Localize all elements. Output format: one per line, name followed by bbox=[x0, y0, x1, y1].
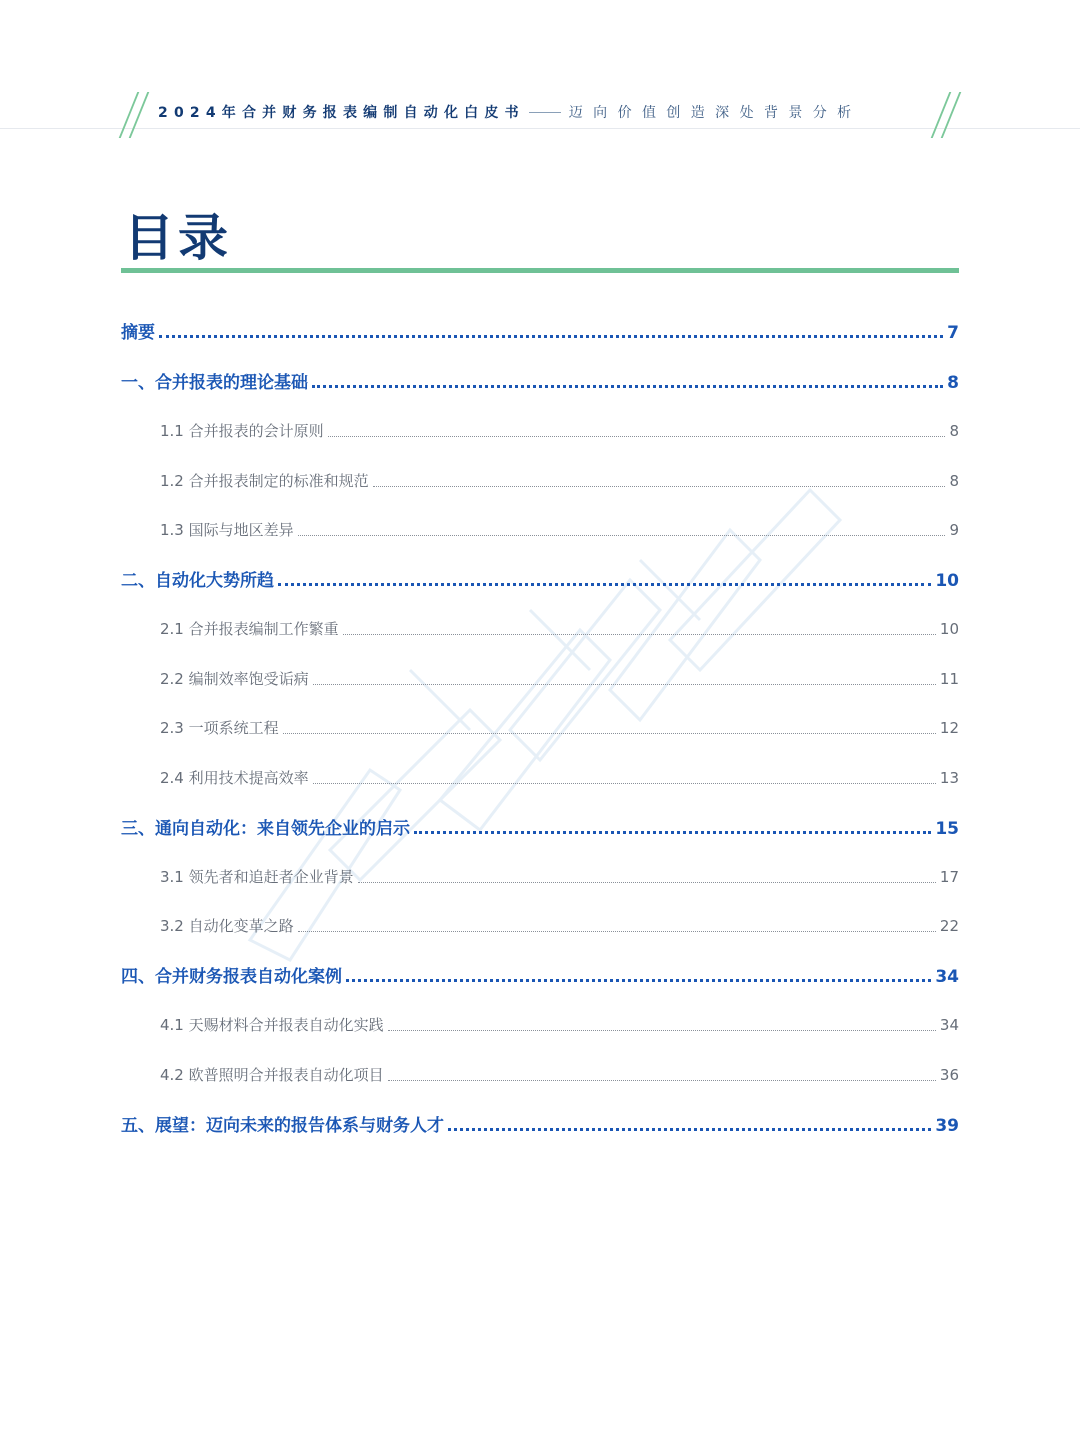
toc-entry-4-1[interactable] bbox=[160, 992, 959, 1036]
toc-leader bbox=[343, 633, 936, 635]
toc-label: 五、展望：迈向未来的报告体系与财务人才 bbox=[121, 1116, 444, 1136]
toc-label: 二、自动化大势所趋 bbox=[121, 571, 274, 591]
toc-page-number: 8 bbox=[949, 422, 959, 440]
toc-leader bbox=[278, 582, 931, 586]
toc-page-number: 8 bbox=[947, 373, 959, 393]
toc-entry-2-3[interactable] bbox=[160, 695, 959, 739]
decor-slash-left-2 bbox=[129, 92, 150, 138]
toc-entry-1-3[interactable] bbox=[160, 497, 959, 541]
toc-leader bbox=[358, 881, 936, 883]
toc-page-number: 10 bbox=[935, 571, 959, 591]
decor-slash-right-1 bbox=[931, 92, 952, 138]
toc-entry-chapter-2[interactable] bbox=[121, 548, 959, 592]
toc-page-number: 12 bbox=[939, 719, 959, 737]
toc-leader bbox=[312, 384, 943, 388]
toc-label: 3.1 领先者和追赶者企业背景 bbox=[160, 868, 354, 886]
toc-entry-chapter-1[interactable] bbox=[121, 350, 959, 394]
title-rule bbox=[121, 268, 959, 273]
toc-leader bbox=[414, 830, 931, 834]
toc-label: 1.3 国际与地区差异 bbox=[160, 521, 294, 539]
toc-label: 2.1 合并报表编制工作繁重 bbox=[160, 620, 339, 638]
toc-page-number: 13 bbox=[939, 769, 959, 787]
running-header bbox=[118, 92, 964, 136]
toc-label: 2.2 编制效率饱受诟病 bbox=[160, 670, 309, 688]
toc-label: 一、合并报表的理论基础 bbox=[121, 373, 308, 393]
toc-label: 摘要 bbox=[121, 323, 155, 343]
toc-leader bbox=[313, 683, 936, 685]
header-title-light: 迈向价值创造深处背景分析 bbox=[568, 105, 862, 121]
decor-slash-left-1 bbox=[119, 92, 140, 138]
toc-page-number: 34 bbox=[939, 1016, 959, 1034]
toc-entry-2-2[interactable] bbox=[160, 646, 959, 690]
toc-label: 三、通向自动化：来自领先企业的启示 bbox=[121, 819, 410, 839]
toc-page-number: 10 bbox=[939, 620, 959, 638]
toc-entry-summary[interactable] bbox=[121, 300, 959, 344]
toc-page-number: 22 bbox=[939, 917, 959, 935]
toc-label: 2.4 利用技术提高效率 bbox=[160, 769, 309, 787]
toc-leader bbox=[388, 1079, 936, 1081]
toc-entry-3-2[interactable] bbox=[160, 893, 959, 937]
toc-entry-chapter-5[interactable] bbox=[121, 1093, 959, 1137]
toc-entry-3-1[interactable] bbox=[160, 844, 959, 888]
toc-entry-4-2[interactable] bbox=[160, 1042, 959, 1086]
header-dash bbox=[529, 112, 561, 113]
toc-page-number: 8 bbox=[949, 472, 959, 490]
toc-label: 4.1 天赐材料合并报表自动化实践 bbox=[160, 1016, 384, 1034]
toc-page-number: 9 bbox=[949, 521, 959, 539]
toc-page-number: 11 bbox=[939, 670, 959, 688]
toc-leader bbox=[346, 978, 931, 982]
toc-label: 1.1 合并报表的会计原则 bbox=[160, 422, 324, 440]
toc-leader bbox=[448, 1127, 931, 1131]
header-title-bold: 2024年合并财务报表编制自动化白皮书 bbox=[158, 105, 525, 121]
toc-entry-2-4[interactable] bbox=[160, 745, 959, 789]
toc-leader bbox=[159, 334, 943, 338]
toc-page-number: 36 bbox=[939, 1066, 959, 1084]
toc-entry-chapter-3[interactable] bbox=[121, 796, 959, 840]
toc-entry-1-1[interactable] bbox=[160, 398, 959, 442]
toc-page-number: 39 bbox=[935, 1116, 959, 1136]
toc-leader bbox=[283, 732, 936, 734]
toc-leader bbox=[298, 534, 946, 536]
toc-leader bbox=[298, 930, 936, 932]
page-title: 目录 bbox=[124, 209, 232, 267]
toc-entry-1-2[interactable] bbox=[160, 448, 959, 492]
toc-page-number: 7 bbox=[947, 323, 959, 343]
toc-page-number: 34 bbox=[935, 967, 959, 987]
toc-entry-chapter-4[interactable] bbox=[121, 944, 959, 988]
toc-label: 3.2 自动化变革之路 bbox=[160, 917, 294, 935]
toc-leader bbox=[373, 485, 946, 487]
toc-entry-2-1[interactable] bbox=[160, 596, 959, 640]
toc-label: 四、合并财务报表自动化案例 bbox=[121, 967, 342, 987]
decor-slash-right-2 bbox=[941, 92, 962, 138]
toc-leader bbox=[328, 435, 946, 437]
toc-page-number: 17 bbox=[939, 868, 959, 886]
toc-leader bbox=[388, 1029, 936, 1031]
toc-leader bbox=[313, 782, 936, 784]
toc-label: 1.2 合并报表制定的标准和规范 bbox=[160, 472, 369, 490]
toc-label: 4.2 欧普照明合并报表自动化项目 bbox=[160, 1066, 384, 1084]
toc-label: 2.3 一项系统工程 bbox=[160, 719, 279, 737]
toc-page-number: 15 bbox=[935, 819, 959, 839]
header-text bbox=[158, 102, 928, 122]
